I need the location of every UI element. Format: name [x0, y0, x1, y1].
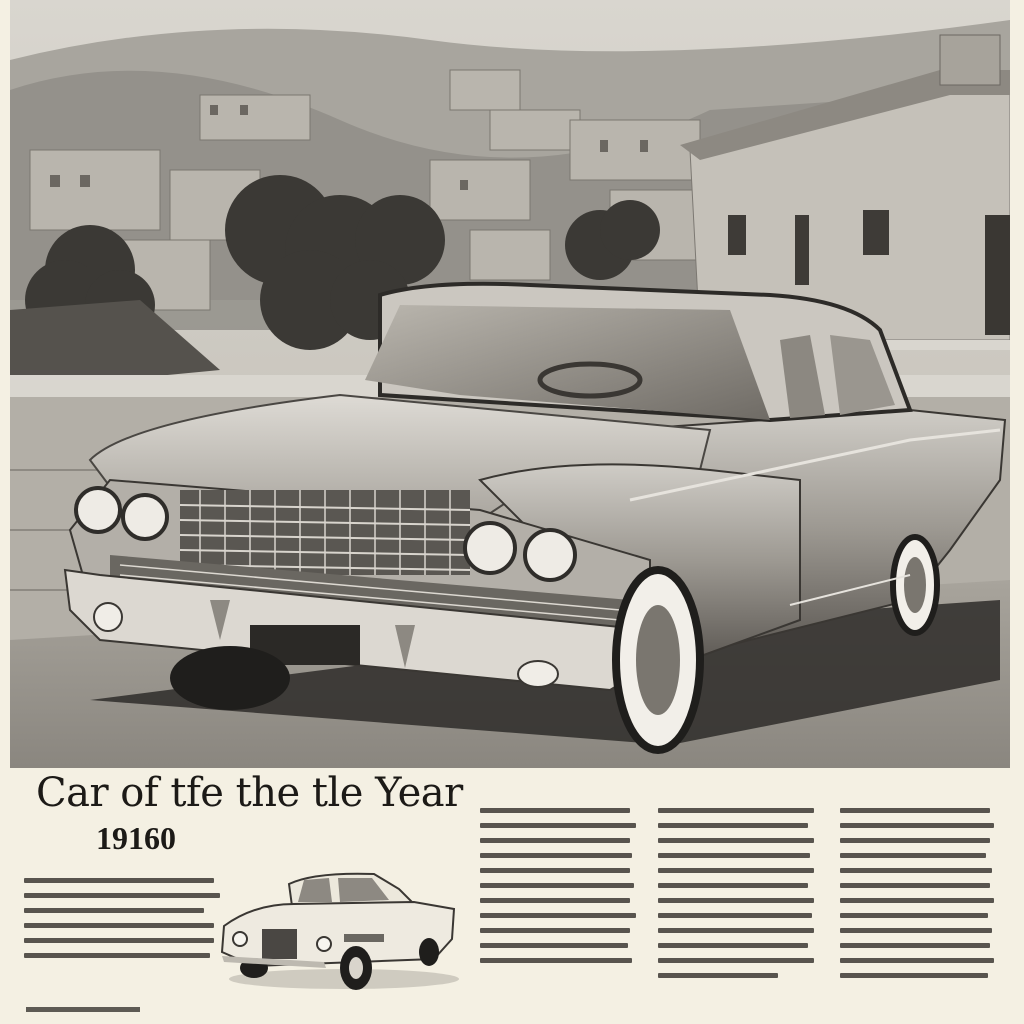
- car-illustration: [214, 864, 464, 996]
- left-text-block: [24, 878, 220, 968]
- car-photo: [10, 0, 1010, 768]
- ad-year: 19160: [96, 820, 176, 856]
- text-column-3: [840, 808, 996, 988]
- text-column-2: [658, 808, 816, 988]
- text-column-1: [480, 808, 636, 973]
- ad-headline: Car of tfe the tle Year: [36, 770, 463, 816]
- footer-text: [26, 1007, 140, 1012]
